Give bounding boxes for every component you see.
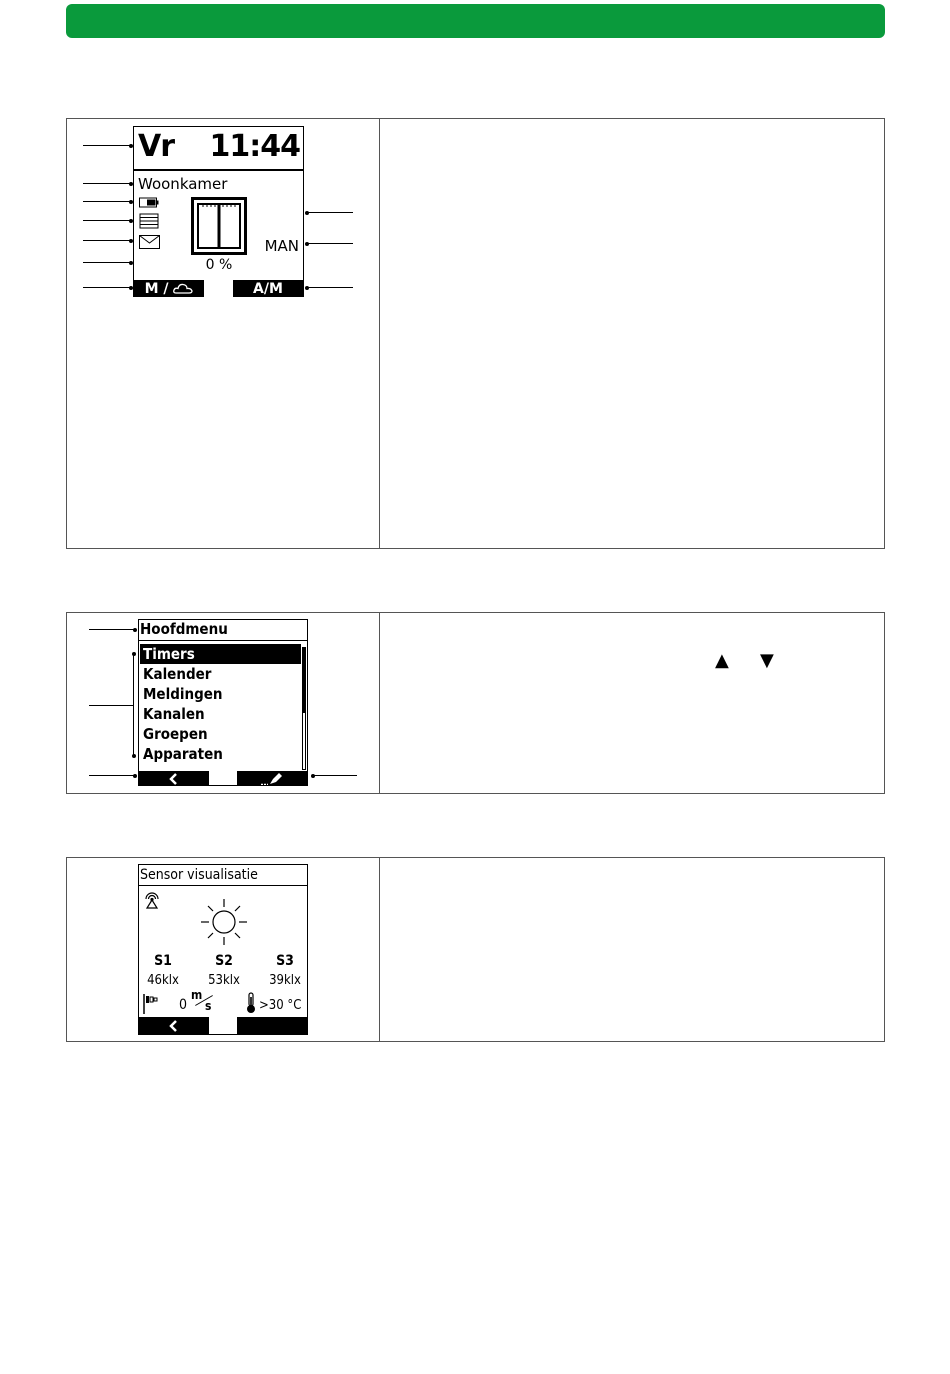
menu-title-separator xyxy=(139,640,307,641)
home-screen-panel xyxy=(66,118,885,549)
blind-icon xyxy=(191,197,247,255)
bracket-dot-top xyxy=(132,652,136,656)
wind-value: 0 xyxy=(179,997,188,1013)
menu-item-apparaten[interactable]: Apparaten xyxy=(143,745,223,763)
softkey-manual-weather[interactable] xyxy=(134,280,204,297)
menu-item-groepen[interactable]: Groepen xyxy=(143,725,208,743)
header-separator xyxy=(134,169,303,171)
room-label: Woonkamer xyxy=(138,175,228,193)
sensor-radio-icon xyxy=(143,891,161,909)
wind-unit-bottom: s xyxy=(205,999,212,1013)
panel-divider xyxy=(379,858,380,1041)
wind-unit-top: m xyxy=(191,988,203,1002)
sensor-s3-label: S3 xyxy=(276,953,294,969)
back-button[interactable] xyxy=(139,1017,209,1035)
clock-label: 11:44 xyxy=(209,129,300,164)
pencil-icon xyxy=(259,772,285,786)
callout-line xyxy=(89,705,133,706)
panel-divider xyxy=(379,613,380,793)
callout-line xyxy=(83,183,131,184)
callout-line xyxy=(83,201,131,202)
arrow-down-icon: ▼ xyxy=(760,650,774,671)
sun-icon xyxy=(199,897,249,947)
thermometer-icon xyxy=(244,992,258,1014)
message-icon xyxy=(139,235,160,249)
menu-item-kanalen[interactable]: Kanalen xyxy=(143,705,205,723)
bracket-line xyxy=(133,654,134,756)
callout-line xyxy=(89,629,135,630)
panel-divider xyxy=(379,119,380,548)
menu-item-timers[interactable]: Timers xyxy=(143,645,195,663)
mode-label: MAN xyxy=(264,237,299,255)
sensor-title-separator xyxy=(139,885,307,886)
sensor-s2-label: S2 xyxy=(215,953,233,969)
back-button[interactable] xyxy=(139,771,209,786)
edit-button[interactable] xyxy=(237,771,307,786)
callout-line xyxy=(307,212,353,213)
sensor-panel xyxy=(66,857,885,1042)
cloud-icon xyxy=(173,283,193,294)
callout-line xyxy=(307,243,353,244)
sensor-s2-value: 53klx xyxy=(208,973,240,988)
main-menu-panel xyxy=(66,612,885,794)
chevron-left-icon xyxy=(168,1019,180,1033)
battery-icon xyxy=(139,197,159,208)
menu-lcd xyxy=(138,619,308,786)
menu-item-meldingen[interactable]: Meldingen xyxy=(143,685,223,703)
menu-scrollbar[interactable] xyxy=(302,647,306,770)
position-value: 0 % xyxy=(205,257,233,273)
callout-line xyxy=(89,775,135,776)
softkey-right-label: A/M xyxy=(253,281,283,297)
menu-scrollbar-thumb xyxy=(303,648,305,713)
arrow-up-icon: ▲ xyxy=(715,650,729,671)
menu-item-kalender[interactable]: Kalender xyxy=(143,665,212,683)
softkey-left-label: M / xyxy=(144,281,174,297)
bracket-dot-bottom xyxy=(132,754,136,758)
callout-line xyxy=(83,220,131,221)
header-bar xyxy=(66,4,885,38)
chevron-left-icon xyxy=(168,772,180,786)
callout-line xyxy=(83,287,131,288)
softkey-right-empty[interactable] xyxy=(237,1017,307,1035)
list-icon xyxy=(139,213,159,229)
sensor-s1-label: S1 xyxy=(154,953,172,969)
day-label: Vr xyxy=(138,129,175,164)
wind-flag-icon xyxy=(142,993,162,1015)
home-lcd xyxy=(133,126,304,297)
temperature-value: >30 °C xyxy=(259,998,302,1013)
callout-line xyxy=(307,287,353,288)
callout-line xyxy=(313,775,357,776)
sensor-lcd xyxy=(138,864,308,1035)
softkey-auto-manual[interactable] xyxy=(233,280,303,297)
sensor-s3-value: 39klx xyxy=(269,973,301,988)
sensor-s1-value: 46klx xyxy=(147,973,179,988)
callout-line xyxy=(83,240,131,241)
sensor-title: Sensor visualisatie xyxy=(140,867,258,883)
callout-line xyxy=(83,262,131,263)
menu-title: Hoofdmenu xyxy=(140,620,228,638)
callout-line xyxy=(83,145,131,146)
